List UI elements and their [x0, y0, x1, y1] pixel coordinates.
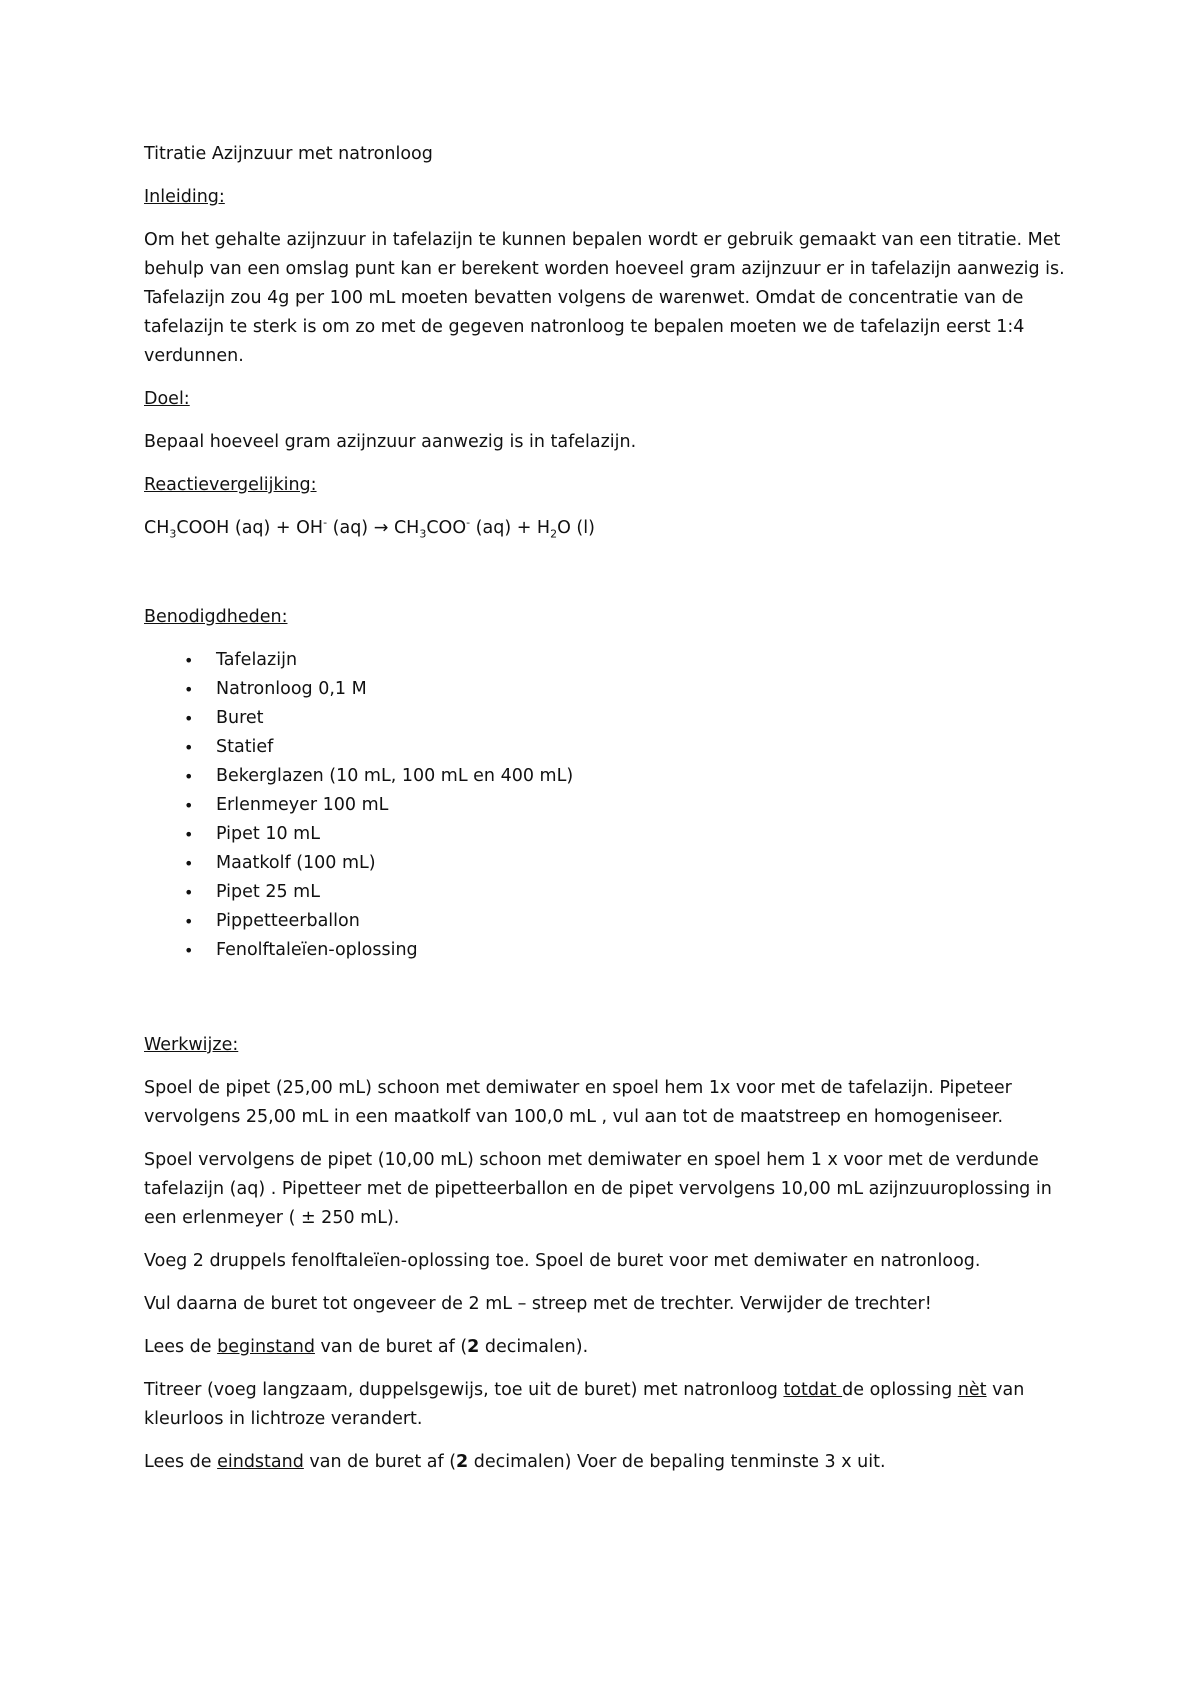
list-item: • Tafelazijn [144, 646, 1074, 675]
werkwijze-paragraph-4: Vul daarna de buret tot ongeveer de 2 mL – streep met de trechter. Verwijder de trechter! [144, 1294, 932, 1314]
net-underlined: nèt [957, 1380, 987, 1400]
werkwijze-paragraph-1: Spoel de pipet (25,00 mL) schoon met demiwater en spoel hem 1x voor met de tafelazijn. Pipeteer vervolgens 25,00 mL in een maatkolf van 100,0 mL , vul aan tot de maatstreep en homogeniseer. [144, 1078, 1012, 1127]
list-item: • Natronloog 0,1 M [144, 675, 1074, 704]
list-item: • Bekerglazen (10 mL, 100 mL en 400 mL) [144, 762, 1074, 791]
werkwijze-paragraph-3: Voeg 2 druppels fenolftaleïen-oplossing toe. Spoel de buret voor met demiwater en natronloog. [144, 1251, 981, 1271]
werkwijze-paragraph-6: Titreer (voeg langzaam, duppelsgewijs, toe uit de buret) met natronloog totdat de oplossing nèt van kleurloos in lichtroze verandert. [144, 1380, 1025, 1429]
list-item: • Buret [144, 704, 1074, 733]
werkwijze-heading: Werkwijze: [144, 1035, 239, 1055]
benodigdheden-heading: Benodigdheden: [144, 607, 288, 627]
bullet-icon: • [184, 912, 194, 931]
arrow-icon: → [373, 518, 389, 538]
bullet-icon: • [184, 767, 194, 786]
bullet-icon: • [184, 796, 194, 815]
list-item: • Erlenmeyer 100 mL [144, 791, 1074, 820]
benodigdheden-list [144, 646, 1074, 965]
doel-heading: Doel: [144, 389, 190, 409]
bullet-icon: • [184, 883, 194, 902]
inleiding-text: Om het gehalte azijnzuur in tafelazijn te kunnen bepalen wordt er gebruik gemaakt van een titratie. Met behulp van een omslag punt kan er berekent worden hoeveel gram azijnzuur er in tafelazijn aanwezig is. Tafelazijn zou 4g per 100 mL moeten bevatten volgens de warenwet. Omdat de concentratie van de tafelazijn te sterk is om zo met de gegeven natronloog te bepalen moeten we de tafelazijn eerst 1:4 verdunnen. [144, 230, 1065, 366]
werkwijze-paragraph-5: Lees de beginstand van de buret af (2 decimalen). [144, 1337, 589, 1357]
list-item: • Statief [144, 733, 1074, 762]
reaction-equation: $CH_3COOH$ (aq) + OH- $(aq) \to CH_3COO^-$ $(aq) + H_2O$ (l) [144, 516, 595, 541]
list-item: • Pipet 25 mL [144, 878, 1074, 907]
bullet-icon: • [184, 941, 194, 960]
werkwijze-paragraph-2: Spoel vervolgens de pipet (10,00 mL) schoon met demiwater en spoel hem 1 x voor met de verdunde tafelazijn (aq) . Pipetteer met de pipetteerballon en de pipet vervolgens 10,00 mL azijnzuuroplossing in een erlenmeyer ( ± 250 mL). [144, 1150, 1052, 1228]
list-item: • Fenolftaleïen-oplossing [144, 936, 1074, 965]
bullet-icon: • [184, 738, 194, 757]
list-item: • Pipet 10 mL [144, 820, 1074, 849]
eindstand-underlined: eindstand [217, 1452, 304, 1472]
totdat-underlined: totdat [783, 1380, 843, 1400]
bullet-icon: • [184, 825, 194, 844]
werkwijze-paragraph-7: Lees de eindstand van de buret af (2 decimalen) Voer de bepaling tenminste 3 x uit. [144, 1452, 886, 1472]
bullet-icon: • [184, 709, 194, 728]
bullet-icon: • [184, 651, 194, 670]
beginstand-underlined: beginstand [217, 1337, 315, 1357]
bullet-icon: • [184, 680, 194, 699]
list-item: • Maatkolf (100 mL) [144, 849, 1074, 878]
document-title: Titratie Azijnzuur met natronloog [144, 144, 433, 164]
list-item: • Pippetteerballon [144, 907, 1074, 936]
doel-text: Bepaal hoeveel gram azijnzuur aanwezig is in tafelazijn. [144, 432, 637, 452]
bullet-icon: • [184, 854, 194, 873]
inleiding-heading: Inleiding: [144, 187, 225, 207]
document-page [144, 140, 1074, 1491]
reactie-heading: Reactievergelijking: [144, 475, 317, 495]
